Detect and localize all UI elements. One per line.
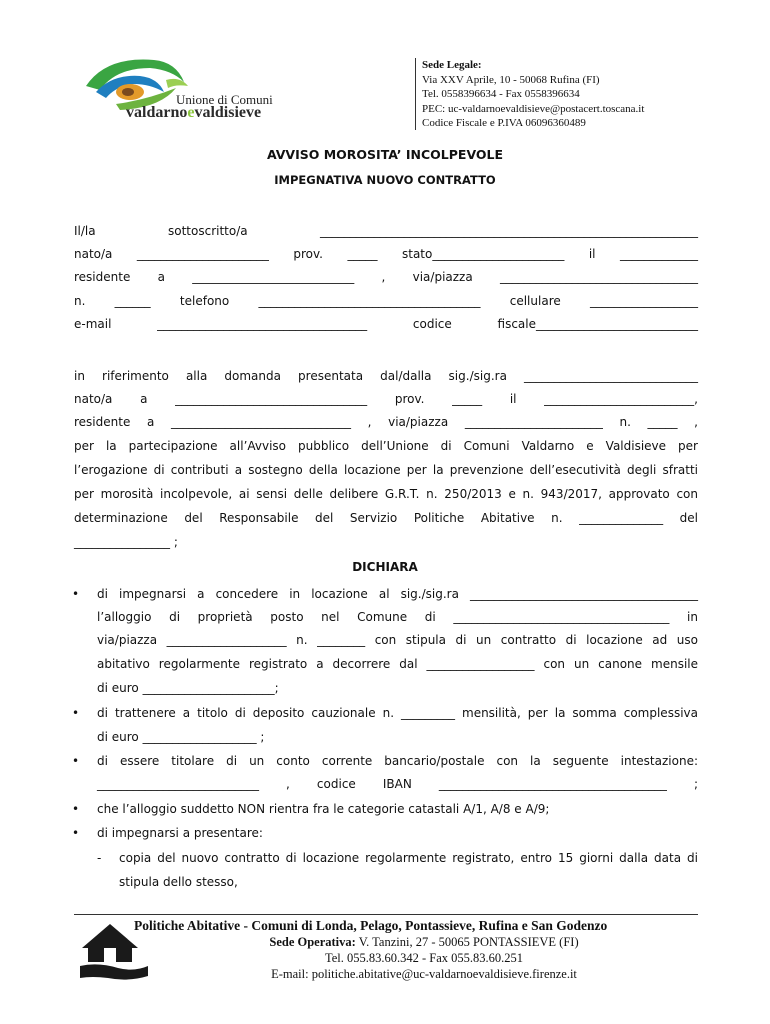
footer-tel-fax: Tel. 055.83.60.342 - Fax 055.83.60.251 (324, 951, 524, 965)
footer-title: Politiche Abitative - Comuni di Londa, Pelago, Pontassieve, Rufina e San Godenzo (134, 918, 608, 933)
dichiara-b1-line-1: di impegnarsi a concedere in locazione al sig./sig.ra ______________________________________ (97, 587, 698, 601)
dichiara-b2-line-2: di euro ___________________ ; (97, 730, 265, 744)
footer-email: E-mail: politiche.abitative@uc-valdarnoevaldisieve.firenze.it (271, 967, 577, 981)
dichiara-b3-line-2: ___________________________ , codice IBAN ______________________________________ ; (97, 777, 698, 791)
sede-legale-tel: Tel. 0558396634 - Fax 0558396634 (422, 88, 580, 100)
footer-divider (74, 914, 698, 915)
dichiara-b4-line-1: che l’alloggio suddetto NON rientra fra le categorie catastali A/1, A/8 e A/9; (97, 802, 550, 816)
document-title: AVVISO MOROSITA’ INCOLPEVOLE (266, 147, 504, 162)
dichiara-b3-line-1: di essere titolare di un conto corrente bancario/postale con la seguente intestazione: (97, 754, 698, 768)
dichiara-d1-line-2: stipula dello stesso, (119, 875, 238, 889)
bullet-icon: • (72, 754, 80, 768)
dash-icon: - (97, 851, 102, 865)
riferimento-line-3: residente a ______________________________ , via/piazza _______________________ n. _____ , (74, 415, 698, 429)
dichiara-b2-line-1: di trattenere a titolo di deposito cauzionale n. _________ mensilità, per la somma complessiva (97, 706, 698, 720)
dichiara-b1-line-4: abitativo regolarmente registrato a decorrere dal __________________ con un canone mensile (97, 657, 698, 671)
bullet-icon: • (72, 826, 80, 840)
riferimento-line-4: per la partecipazione all’Avviso pubblico dell’Unione di Comuni Valdarno e Valdisieve per (74, 439, 698, 453)
dichiara-d1-line-1: copia del nuovo contratto di locazione regolarmente registrato, entro 15 giorni dalla data di (119, 851, 698, 865)
sede-legale-block (415, 58, 644, 130)
riferimento-line-8: ________________ ; (74, 535, 178, 549)
logo-text-line2: valdarnoevaldisieve (126, 104, 262, 121)
form-line-telefono: n. ______ telefono _____________________________________ cellulare __________________ (74, 294, 698, 308)
riferimento-line-5: l’erogazione di contributi a sostegno della locazione per la prevenzione dell’esecutività degli sfratti (74, 463, 698, 477)
document-subtitle: IMPEGNATIVA NUOVO CONTRATTO (274, 173, 496, 187)
dichiara-b1-line-2: l’alloggio di proprietà posto nel Comune di ____________________________________ in (97, 610, 698, 624)
bullet-icon: • (72, 587, 80, 601)
form-line-nato: nato/a ______________________ prov. _____ stato______________________ il _____________ (74, 247, 698, 261)
riferimento-line-1: in riferimento alla domanda presentata dal/dalla sig./sig.ra _____________________________ (74, 369, 698, 383)
sede-legale-address: Via XXV Aprile, 10 - 50068 Rufina (FI) (422, 73, 600, 86)
riferimento-line-6: per morosità incolpevole, ai sensi delle delibere G.R.T. n. 250/2013 e n. 943/2017, approvato con (74, 487, 698, 501)
form-line-sottoscritto: Il/la sottoscritto/a _______________________________________________________________ (74, 224, 698, 238)
bullet-icon: • (72, 802, 80, 816)
form-line-residente: residente a ___________________________ , via/piazza _________________________________ (74, 270, 698, 284)
sede-legale-cf: Codice Fiscale e P.IVA 06096360489 (422, 117, 586, 129)
dichiara-b1-line-5: di euro ______________________; (97, 681, 279, 695)
bullet-icon: • (72, 706, 80, 720)
footer-sede-operativa: Sede Operativa: V. Tanzini, 27 - 50065 PONTASSIEVE (FI) (269, 935, 579, 949)
riferimento-line-7: determinazione del Responsabile del Servizio Politiche Abitative n. ______________ del (74, 511, 698, 525)
logo-text-line1: Unione di Comuni (176, 92, 273, 107)
form-line-email: e-mail ___________________________________ codice fiscale___________________________ (74, 317, 698, 331)
dichiara-b1-line-3: via/piazza ____________________ n. ________ con stipula di un contratto di locazione ad uso (97, 633, 698, 647)
dichiara-heading: DICHIARA (352, 560, 418, 574)
sede-legale-title: Sede Legale: (422, 59, 482, 71)
dichiara-b5-line-1: di impegnarsi a presentare: (97, 826, 263, 840)
sede-legale-pec: PEC: uc-valdarnoevaldisieve@postacert.toscana.it (422, 102, 645, 115)
riferimento-line-2: nato/a a ________________________________ prov. _____ il _________________________, (74, 392, 698, 406)
